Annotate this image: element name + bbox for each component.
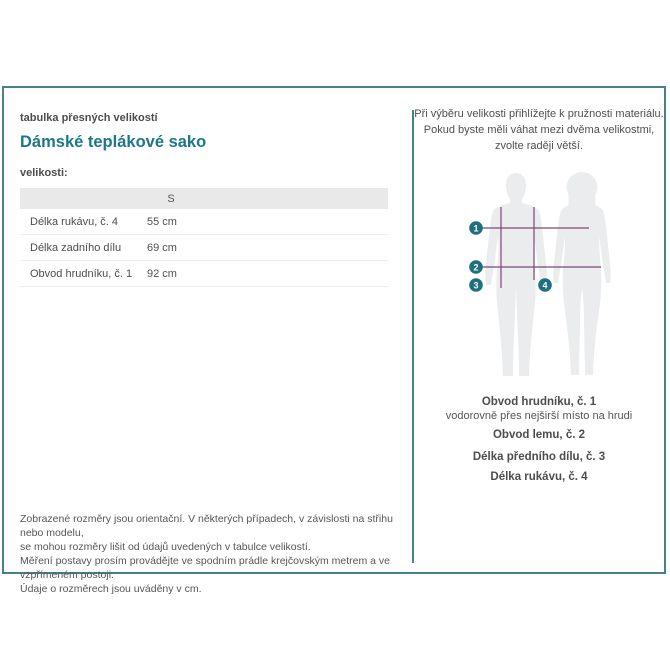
header-cell-size: S [167,192,175,205]
size-chart-right-column [414,88,664,572]
svg-text:1: 1 [473,223,479,234]
advice-line: Při výběru velikosti přihlížejte k pružnosti materiálu. [414,108,664,120]
table-row [20,209,388,235]
legend-item-note: vodorovně přes nejširší místo na hrudi [445,410,633,422]
svg-text:2: 2 [473,262,479,273]
row-value: 55 cm [147,215,177,228]
male-silhouette [485,173,547,376]
measurement-legend [414,395,664,484]
legend-item: Délka rukávu, č. 4 [490,471,588,483]
legend-item: Obvod hrudníku, č. 1 [481,396,597,408]
table-eyebrow: tabulka přesných velikostí [20,112,158,124]
advice-line: Pokud byste měli váhat mezi dvěma velikostmi, [423,124,655,136]
disclaimer-line: Měření postavy prosím provádějte ve spodním prádle krejčovským metrem a ve vzpřímeném postoji. [20,555,390,581]
size-chart-panel [2,86,666,595]
size-advice-text [414,106,664,154]
row-label: Délka zadního dílu [30,241,122,254]
measurement-disclaimer [20,512,400,596]
marker-2 [469,260,483,274]
female-silhouette [553,174,611,375]
size-table-header [20,188,388,209]
legend-item: Obvod lemu, č. 2 [492,429,586,441]
sizes-label: velikosti: [20,167,68,179]
disclaimer-line: se mohou rozměry lišit od údajů uvedených v tabulce velikostí. [20,541,311,553]
table-row [20,261,388,287]
disclaimer-line: Údaje o rozměrech jsou uváděny v cm. [20,583,202,595]
table-row [20,235,388,261]
row-label: Délka rukávu, č. 4 [30,215,119,228]
row-value: 69 cm [147,241,177,254]
svg-text:3: 3 [473,280,479,291]
disclaimer-line: Zobrazené rozměry jsou orientační. V některých případech, v závislosti na střihu nebo modelu, [20,513,393,539]
product-title: Dámské teplákové sako [20,133,207,151]
svg-text:4: 4 [542,280,548,291]
marker-1 [469,221,483,235]
row-label: Obvod hrudníku, č. 1 [30,267,133,280]
row-value: 92 cm [147,267,177,280]
marker-4 [538,278,552,292]
size-chart-left-column [4,88,412,595]
size-table [20,188,388,287]
marker-3 [469,278,483,292]
advice-line: zvolte raději větší. [494,140,584,152]
body-measurement-diagram [429,170,649,380]
legend-item: Délka předního dílu, č. 3 [472,451,606,463]
